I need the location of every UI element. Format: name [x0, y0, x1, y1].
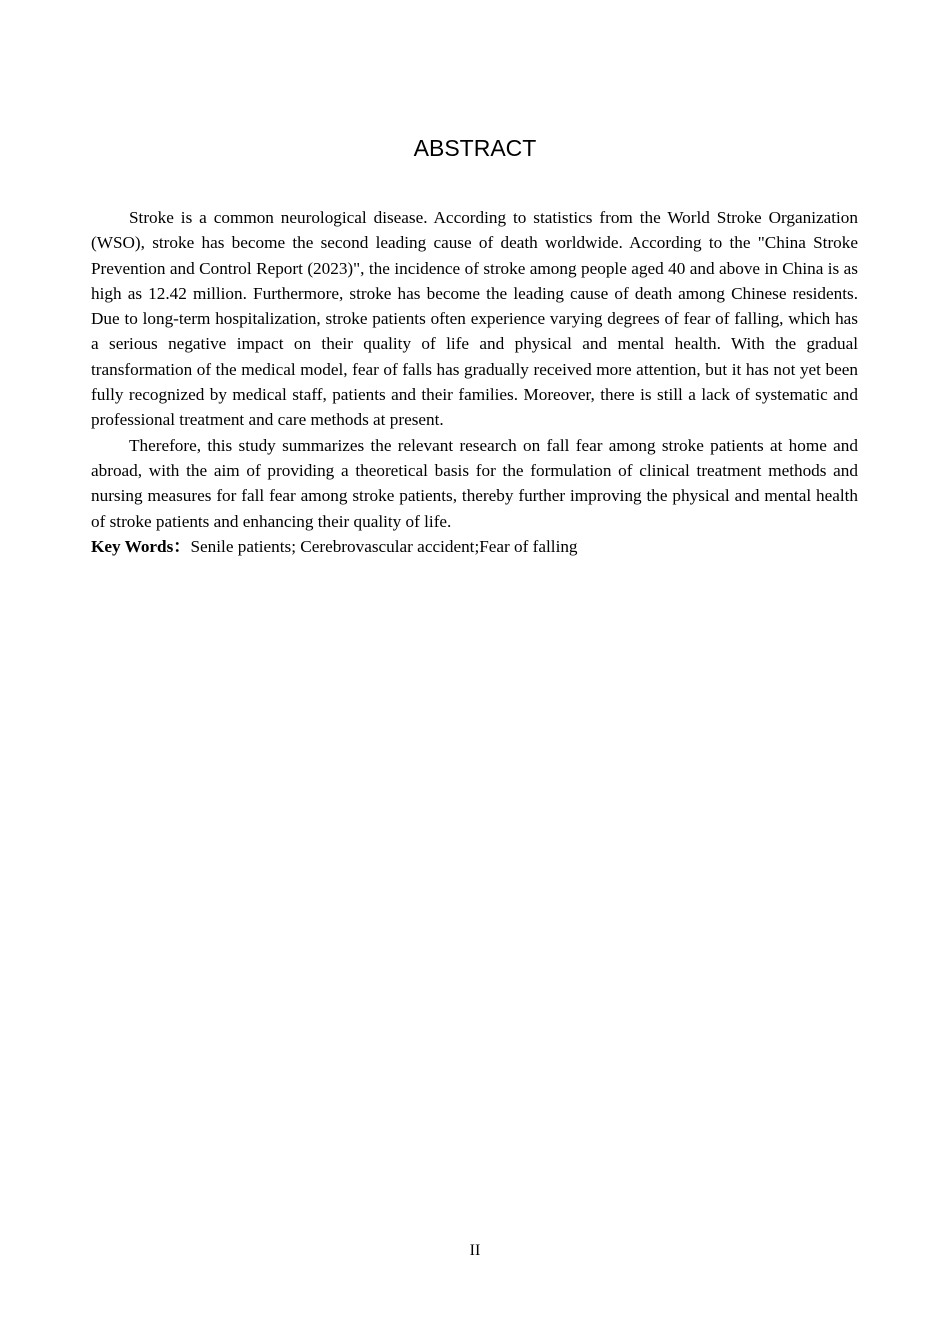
abstract-title: ABSTRACT: [413, 135, 537, 161]
keywords-value: Senile patients; Cerebrovascular accident;Fear of falling: [190, 536, 578, 556]
abstract-body: [91, 205, 858, 559]
keywords-label: Key Words：: [91, 536, 191, 556]
keywords-line: [91, 534, 858, 559]
abstract-paragraph-1: Stroke is a common neurological disease. According to statistics from the World Stroke Organization (WSO), stroke has become the second leading cause of death worldwide. According to the "China Stroke Prevention and Control Report (2023)", the incidence of stroke among people aged 40 and above in China is as high as 12.42 million. Furthermore, stroke has become the leading cause of death among Chinese residents. Due to long-term hospitalization, stroke patients often experience varying degrees of fear of falling, which has a serious negative impact on their quality of life and physical and mental health. With the gradual transformation of the medical model, fear of falls has gradually received more attention, but it has not yet been fully recognized by medical staff, patients and their families. Moreover, there is still a lack of systematic and professional treatment and care methods at present.: [91, 208, 858, 430]
page-number: II: [469, 1242, 481, 1259]
abstract-paragraph-2: Therefore, this study summarizes the relevant research on fall fear among stroke patients at home and abroad, with the aim of providing a theoretical basis for the formulation of clinical treatment methods and nursing measures for fall fear among stroke patients, thereby further improving the physical and mental health of stroke patients and enhancing their quality of life.: [91, 435, 858, 531]
